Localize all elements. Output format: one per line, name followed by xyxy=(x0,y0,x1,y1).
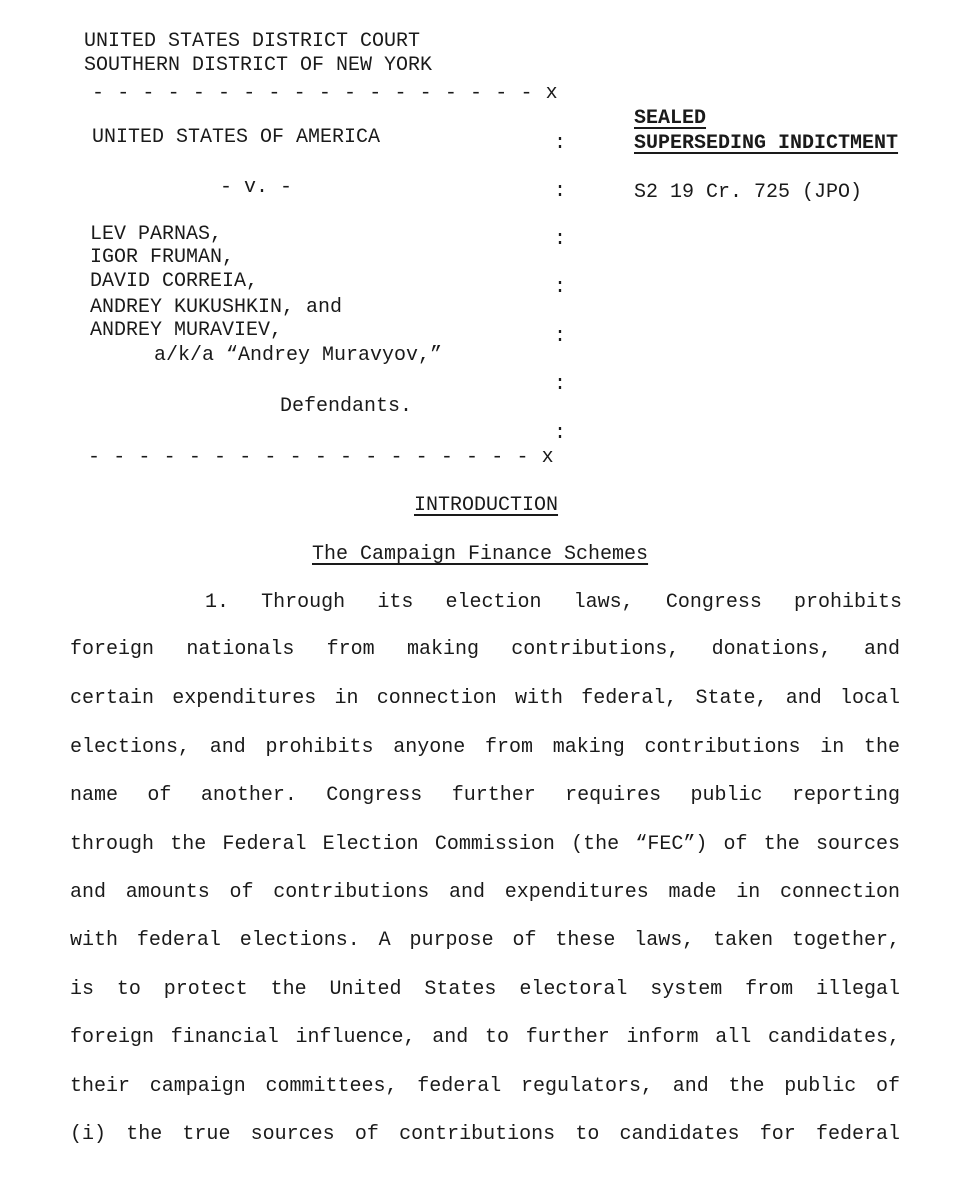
subsection-heading: The Campaign Finance Schemes xyxy=(312,543,649,566)
paragraph-line: name of another. Congress further requires public reporting xyxy=(70,784,900,807)
paragraph-line: their campaign committees, federal regulators, and the public of xyxy=(70,1075,900,1098)
caption-rule-top: - - - - - - - - - - - - - - - - - - x xyxy=(92,82,559,105)
paragraph-line: elections, and prohibits anyone from making contributions in the xyxy=(70,736,900,759)
defendant-name: IGOR FRUMAN, xyxy=(90,246,235,269)
caption-colon: : xyxy=(554,228,567,251)
paragraph-line: 1. Through its election laws, Congress prohibits xyxy=(205,591,902,614)
caption-colon: : xyxy=(554,180,567,203)
sealed-label: SEALED xyxy=(634,107,707,130)
paragraph-line: through the Federal Election Commission (the “FEC”) of the sources xyxy=(70,833,900,856)
defendant-name: LEV PARNAS, xyxy=(90,223,223,246)
paragraph-line: foreign nationals from making contributions, donations, and xyxy=(70,638,900,661)
paragraph-line: (i) the true sources of contributions to candidates for federal xyxy=(70,1123,900,1146)
caption-rule-bottom: - - - - - - - - - - - - - - - - - - x xyxy=(88,446,555,469)
paragraph-line: is to protect the United States electoral system from illegal xyxy=(70,978,900,1001)
versus-label: - v. - xyxy=(220,176,293,199)
court-name: UNITED STATES DISTRICT COURT xyxy=(84,30,421,53)
caption-colon: : xyxy=(554,373,567,396)
caption-colon: : xyxy=(554,132,567,155)
paragraph-line: certain expenditures in connection with federal, State, and local xyxy=(70,687,900,710)
paragraph-line: foreign financial influence, and to further inform all candidates, xyxy=(70,1026,900,1049)
defendant-name: ANDREY MURAVIEV, xyxy=(90,319,283,342)
defendant-alias: a/k/a “Andrey Muravyov,” xyxy=(154,344,443,367)
defendant-name: ANDREY KUKUSHKIN, and xyxy=(90,296,343,319)
court-district: SOUTHERN DISTRICT OF NEW YORK xyxy=(84,54,433,77)
caption-colon: : xyxy=(554,276,567,299)
paragraph-line: and amounts of contributions and expenditures made in connection xyxy=(70,881,900,904)
defendant-name: DAVID CORREIA, xyxy=(90,270,259,293)
caption-colon: : xyxy=(554,325,567,348)
plaintiff-name: UNITED STATES OF AMERICA xyxy=(92,126,381,149)
section-heading: INTRODUCTION xyxy=(414,494,559,517)
caption-colon: : xyxy=(554,422,567,445)
defendants-label: Defendants. xyxy=(280,395,413,418)
document-type: SUPERSEDING INDICTMENT xyxy=(634,132,899,155)
case-number: S2 19 Cr. 725 (JPO) xyxy=(634,181,863,204)
paragraph-line: with federal elections. A purpose of these laws, taken together, xyxy=(70,929,900,952)
